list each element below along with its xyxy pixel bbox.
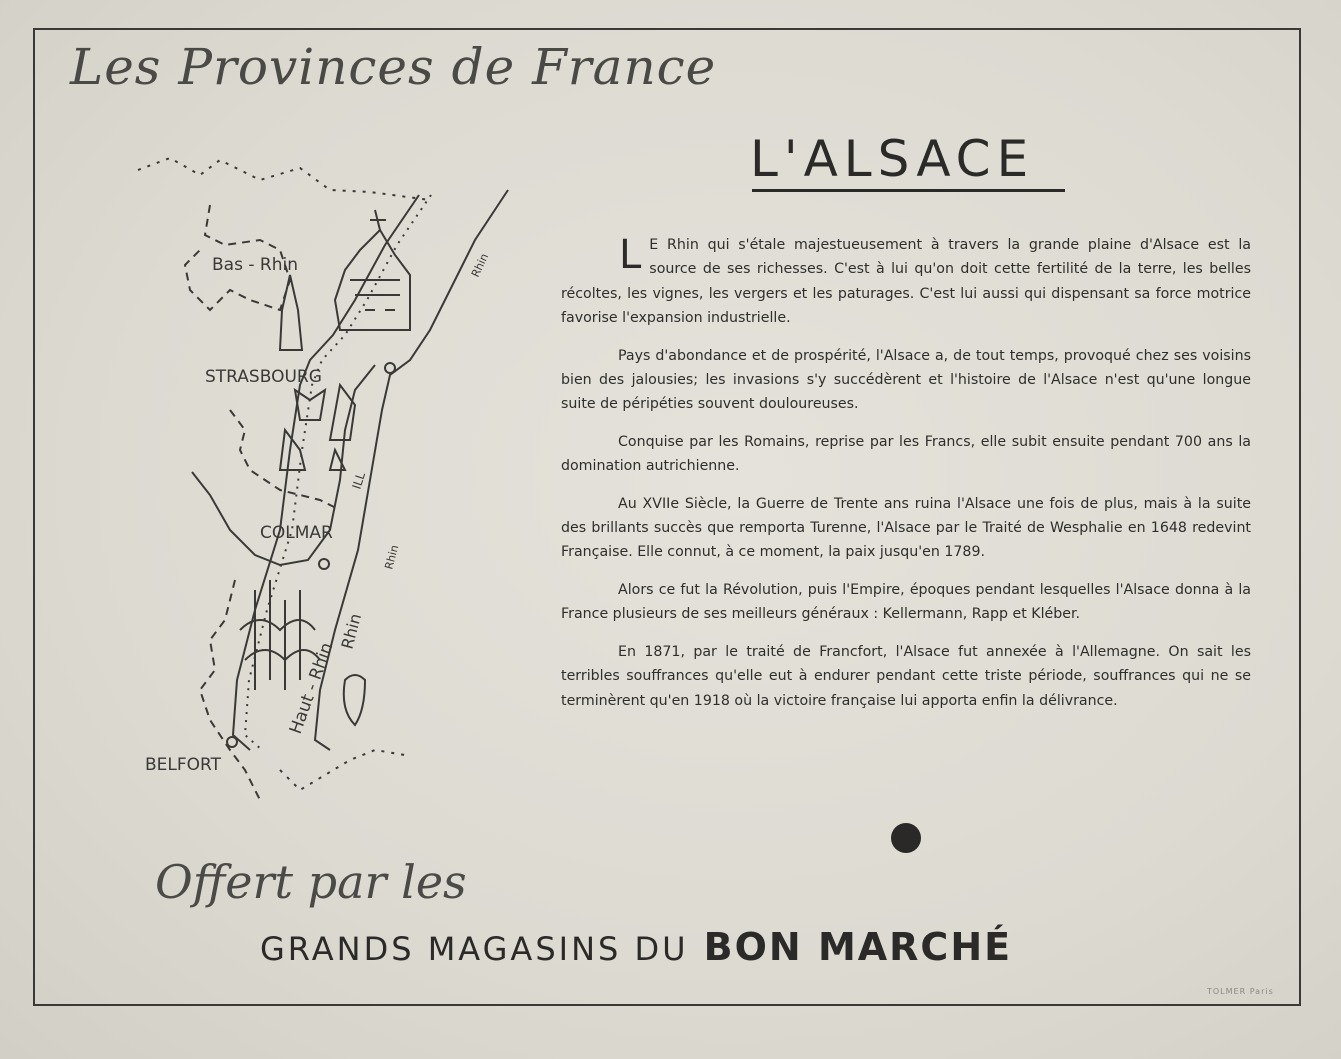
paragraph-2: Pays d'abondance et de prospérité, l'Alsace a, de tout temps, provoqué chez ses voisins bien des jalousies; les invasions s'y succédèrent et l'histoire de l'Alsace n'est qu'une longue suite de péripéties souvent douloureuses. bbox=[561, 347, 1251, 413]
cathedral-spire bbox=[370, 210, 386, 230]
history-text bbox=[561, 233, 1251, 726]
store-line bbox=[260, 925, 1012, 969]
couple-drawing bbox=[280, 385, 355, 470]
wine-bottle-drawing bbox=[280, 275, 302, 350]
alsace-map-illustration bbox=[130, 150, 492, 830]
paragraph-3: Conquise par les Romains, reprise par les Francs, elle subit ensuite pendant 700 ans la domination autrichienne. bbox=[561, 433, 1251, 475]
map-label-bas-rhin: Bas - Rhin bbox=[212, 255, 298, 275]
printer-credit: TOLMER Paris bbox=[1207, 987, 1274, 996]
paragraph-5: Alors ce fut la Révolution, puis l'Empire, époques pendant lesquelles l'Alsace donna à la France plusieurs de ses meilleurs généraux : Kellermann, Rapp et Kléber. bbox=[561, 581, 1251, 623]
paragraph-6: En 1871, par le traité de Francfort, l'Alsace fut annexée à l'Allemagne. On sait les terribles souffrances qu'elle eut à endurer pendant cette triste période, souffrances qui ne se terminèrent qu'en 1918 où la victoire française lui apporta enfin la délivrance. bbox=[561, 643, 1251, 709]
grands-magasins-text: GRANDS MAGASINS DU bbox=[260, 930, 689, 968]
strasbourg-marker bbox=[385, 363, 395, 373]
belfort-marker bbox=[227, 737, 237, 747]
map-label-belfort: BELFORT bbox=[145, 755, 221, 775]
map-label-haut-rhin: Haut - Rhin bbox=[285, 639, 338, 737]
province-title: L'ALSACE bbox=[750, 130, 1035, 188]
punch-hole-dot bbox=[891, 823, 921, 853]
title-underline bbox=[752, 189, 1065, 192]
drop-cap: L bbox=[619, 232, 642, 278]
map-label-rhin-north: Rhin bbox=[468, 251, 492, 280]
north-border bbox=[138, 158, 430, 200]
map-label-ill: ILL bbox=[349, 470, 369, 491]
offert-par-les: Offert par les bbox=[155, 855, 467, 909]
paragraph-1 bbox=[561, 233, 1251, 331]
paragraph-4: Au XVIIe Siècle, la Guerre de Trente ans ruina l'Alsace une fois de plus, mais à la suite des brillants succès que remporta Turenne, l'Alsace par le Traité de Wesphalie en 1648 redevint Française. Elle connut, à ce moment, la paix jusqu'en 1789. bbox=[561, 495, 1251, 561]
series-title: Les Provinces de France bbox=[70, 38, 717, 96]
paragraph-1-text: E Rhin qui s'étale majestueusement à travers la grande plaine d'Alsace est la source de ses richesses. C'est à lui qu'on doit cette fertilité de la terre, les belles récoltes, les vignes, les vergers et les paturages. C'est lui aussi qui dispensant sa force motrice favorise l'expansion industrielle. bbox=[561, 237, 1251, 327]
map-label-colmar: COLMAR bbox=[260, 523, 333, 543]
colmar-marker bbox=[319, 559, 329, 569]
map-label-strasbourg: STRASBOURG bbox=[205, 367, 322, 387]
brand-name: BON MARCHÉ bbox=[703, 925, 1013, 969]
map-label-rhin-south: Rhin bbox=[337, 611, 366, 652]
grapes-drawing bbox=[344, 675, 365, 725]
map-label-rhin-middle: Rhin bbox=[382, 543, 402, 571]
